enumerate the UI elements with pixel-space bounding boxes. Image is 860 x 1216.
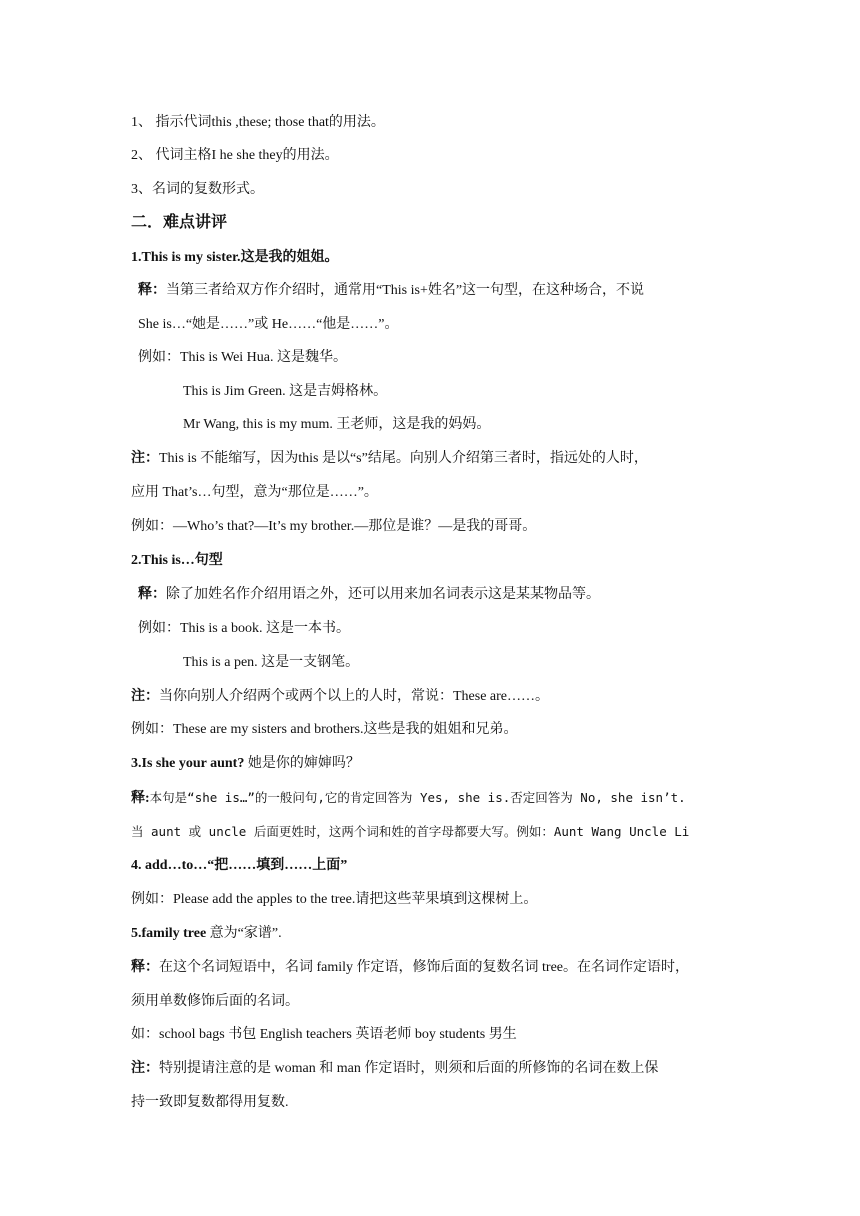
explain-text: 当第三者给双方作介绍时，通常用“This is+姓名”这一句型，在这种场合，不说 <box>166 283 645 298</box>
explain-text: 在这个名词短语中，名词 family 作定语，修饰后面的复数名词 tree。在名词作定语时， <box>159 960 690 975</box>
explain-label: 释: <box>131 791 150 806</box>
item-2-example-2: This is a pen. 这是一支钢笔。 <box>183 655 360 670</box>
note-text: This is 不能缩写，因为this 是以“s”结尾。向别人介绍第三者时，指远处的人时， <box>159 451 648 466</box>
item-1-note-2: 应用 That’s…句型，意为“那位是……”。 <box>131 485 378 500</box>
item-1-explain-2: She is…“她是……”或 He……“他是……”。 <box>138 317 399 332</box>
item-5-explain-1 <box>131 959 689 977</box>
note-text: 特别提请注意的是 woman 和 man 作定语时，则须和后面的所修饰的名词在数上保 <box>159 1061 659 1076</box>
item-5-note-1 <box>131 1060 658 1078</box>
item-4-title-en: 4. add…to… <box>131 858 208 873</box>
item-4-example: 例如：Please add the apples to the tree.请把这些苹果填到这棵树上。 <box>131 892 538 907</box>
item-1-example-3: Mr Wang, this is my mum. 王老师，这是我的妈妈。 <box>183 417 491 432</box>
item-2-note <box>131 688 549 706</box>
item-4-title <box>131 857 347 875</box>
note-label: 注： <box>131 451 159 466</box>
item-5-title <box>131 925 282 943</box>
item-1-title <box>131 249 339 267</box>
note-label: 注： <box>131 1061 159 1076</box>
item-1-example-2: This is Jim Green. 这是吉姆格林。 <box>183 384 388 399</box>
item-2-example-1 <box>138 620 350 638</box>
item-3-title <box>131 755 360 773</box>
item-2-explain <box>138 586 600 604</box>
item-3-explain-1 <box>131 789 686 808</box>
item-1-note-example: 例如：—Who’s that?—It’s my brother.—那位是谁？—是我的哥哥。 <box>131 519 537 534</box>
item-5-note-2: 持一致即复数都得用复数. <box>131 1095 289 1110</box>
example-text: This is a book. 这是一本书。 <box>180 621 350 636</box>
item-5-explain-2: 须用单数修饰后面的名词。 <box>131 994 299 1009</box>
item-1-explain-1 <box>138 282 644 300</box>
section-2-title: 二．难点讲评 <box>131 214 228 231</box>
note-text: 当你向别人介绍两个或两个以上的人时，常说：These are……。 <box>159 689 550 704</box>
item-1-example-1 <box>138 349 347 367</box>
item-5-example: 如：school bags 书包 English teachers 英语老师 boy students 男生 <box>131 1027 517 1042</box>
item-3-explain-2: 当 aunt 或 uncle 后面更姓时，这两个词和姓的首字母都要大写。例如：Aunt Wang Uncle Li <box>131 824 690 839</box>
explain-label: 释： <box>138 283 166 298</box>
list-item-2: 2、 代词主格I he she they的用法。 <box>131 148 339 163</box>
item-1-title-en: 1.This is my sister. <box>131 250 241 265</box>
list-item-1: 1、 指示代词this ,these; those that的用法。 <box>131 115 385 130</box>
item-1-title-cn: 这是我的姐姐。 <box>240 250 339 265</box>
explain-label: 释： <box>138 587 166 602</box>
item-4-title-cn: “把……填到……上面” <box>207 858 348 873</box>
example-text: This is Wei Hua. 这是魏华。 <box>180 350 347 365</box>
item-3-title-en: 3.Is she your aunt? <box>131 756 245 771</box>
item-5-title-cn: 意为“家谱”. <box>206 926 282 941</box>
item-5-title-en: 5.family tree <box>131 926 207 941</box>
item-2-note-example: 例如：These are my sisters and brothers.这些是我的姐姐和兄弟。 <box>131 722 518 737</box>
example-label: 例如： <box>138 621 180 636</box>
item-2-title: 2.This is…句型 <box>131 553 223 568</box>
list-item-3: 3、名词的复数形式。 <box>131 182 264 197</box>
example-label: 例如： <box>138 350 180 365</box>
note-label: 注： <box>131 689 159 704</box>
explain-text: 除了加姓名作介绍用语之外，还可以用来加名词表示这是某某物品等。 <box>166 587 600 602</box>
item-3-title-cn: 她是你的婶婶吗？ <box>244 756 360 771</box>
explain-text: 本句是“she is…”的一般问句,它的肯定回答为 Yes, she is.否定回答为 No, she isn’t. <box>149 790 686 805</box>
item-1-note-1 <box>131 450 648 468</box>
explain-label: 释： <box>131 960 159 975</box>
